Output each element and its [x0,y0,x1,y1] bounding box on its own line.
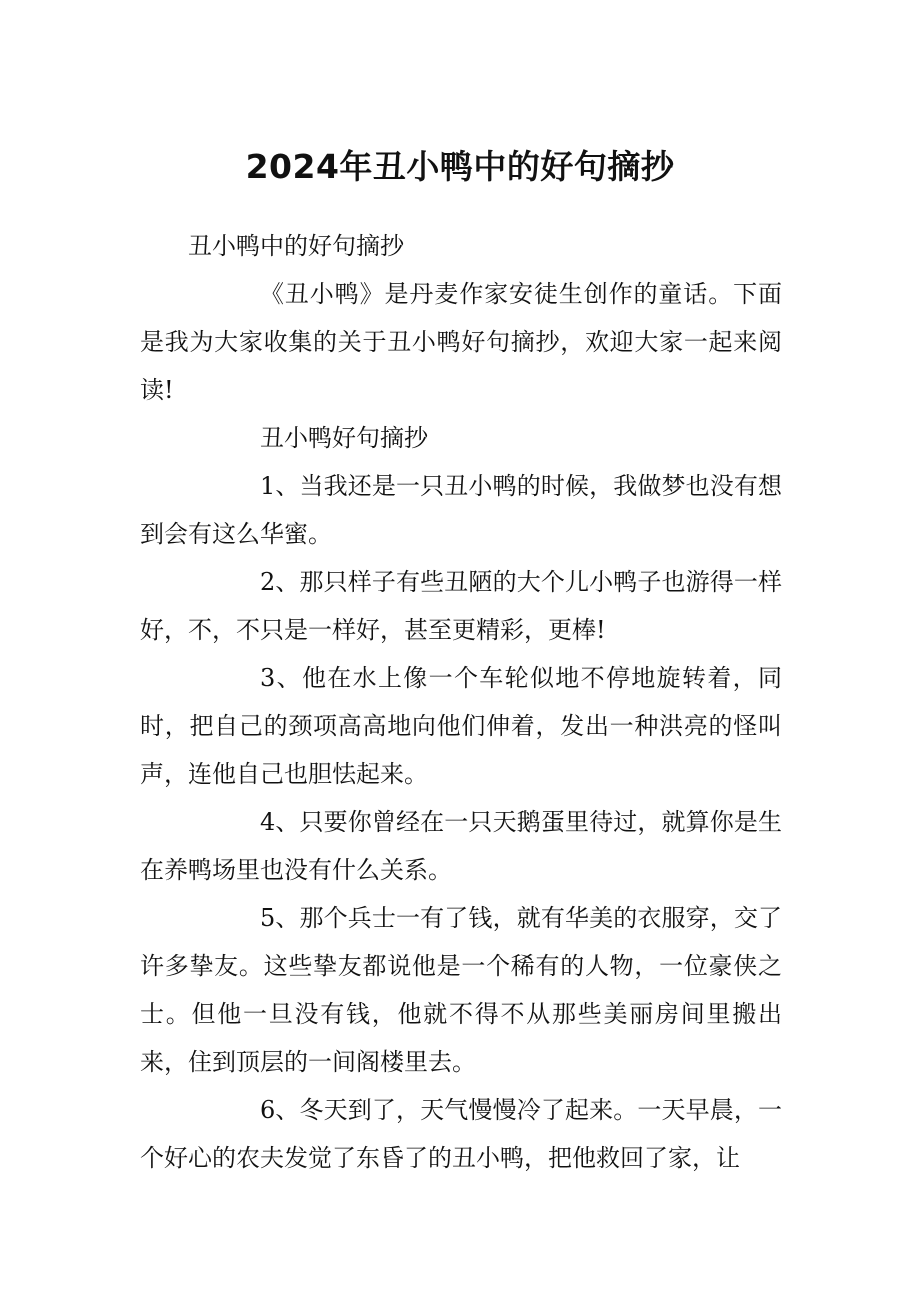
document-body [140,222,782,1182]
document-title: 2024年丑小鸭中的好句摘抄 [245,147,675,186]
paragraph-intro: 《丑小鸭》是丹麦作家安徒生创作的童话。下面是我为大家收集的关于丑小鸭好句摘抄，欢迎大家一起来阅读! [140,280,782,404]
paragraph-quote-5: 5、那个兵士一有了钱，就有华美的衣服穿，交了许多挚友。这些挚友都说他是一个稀有的人物，一位豪侠之士。但他一旦没有钱，他就不得不从那些美丽房间里搬出来，住到顶层的一间阁楼里去。 [140,904,782,1076]
paragraph-quote-1: 1、当我还是一只丑小鸭的时候，我做梦也没有想到会有这么华蜜。 [140,472,782,548]
paragraph-section-heading: 丑小鸭好句摘抄 [260,424,428,452]
paragraph-quote-6: 6、冬天到了，天气慢慢冷了起来。一天早晨，一个好心的农夫发觉了东昏了的丑小鸭，把他救回了家，让 [140,1096,782,1172]
paragraph-quote-3: 3、他在水上像一个车轮似地不停地旋转着，同时，把自己的颈项高高地向他们伸着，发出一种洪亮的怪叫声，连他自己也胆怯起来。 [140,664,782,788]
paragraph-quote-2: 2、那只样子有些丑陋的大个儿小鸭子也游得一样好，不，不只是一样好，甚至更精彩，更棒! [140,568,782,644]
paragraph-subtitle: 丑小鸭中的好句摘抄 [188,232,404,260]
paragraph-quote-4: 4、只要你曾经在一只天鹅蛋里待过，就算你是生在养鸭场里也没有什么关系。 [140,808,782,884]
